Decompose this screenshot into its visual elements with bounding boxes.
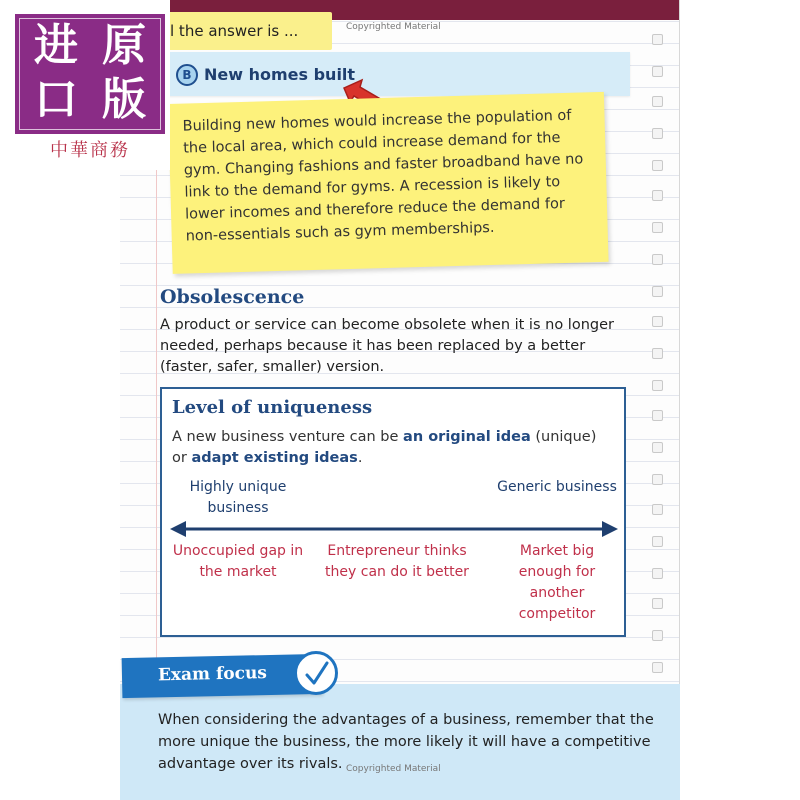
double-arrow-icon <box>168 519 620 539</box>
uniqueness-heading: Level of uniqueness <box>172 397 373 418</box>
binder-ring <box>652 66 663 77</box>
binder-ring <box>652 128 663 139</box>
scale-note-unoccupied: Unoccupied gap in the market <box>172 543 304 580</box>
publisher-logo <box>0 0 170 170</box>
uniqueness-keyword-adapt: adapt existing ideas <box>191 450 358 466</box>
scale-note-market: Market big enough for another competitor <box>518 543 596 622</box>
uniqueness-text <box>172 427 612 469</box>
answer-header-text: l the answer is ... <box>170 22 299 40</box>
checkmark-icon <box>305 661 329 687</box>
obsolescence-heading: Obsolescence <box>160 286 305 308</box>
scale-note-entrepreneur: Entrepreneur thinks they can do it better <box>325 543 469 580</box>
answer-text: New homes built <box>204 65 356 84</box>
exam-focus-title: Exam focus <box>157 663 268 686</box>
binder-ring <box>652 190 663 201</box>
binder-ring <box>652 568 663 579</box>
copyright-watermark: Copyrighted Material <box>346 22 441 32</box>
binder-ring <box>652 410 663 421</box>
binder-ring <box>652 536 663 547</box>
logo-char: 原 <box>102 20 146 71</box>
copyright-watermark: Copyrighted Material <box>346 764 441 774</box>
exam-focus-tab <box>122 654 323 698</box>
binder-ring <box>652 316 663 327</box>
logo-box <box>15 14 165 134</box>
binder-ring <box>652 160 663 171</box>
answer-explanation-note <box>168 92 609 274</box>
scale-right-label: Generic business <box>497 479 617 495</box>
binder-ring <box>652 630 663 641</box>
answer-header <box>162 12 332 50</box>
binder-ring <box>652 442 663 453</box>
uniqueness-keyword-original: an original idea <box>403 429 531 445</box>
binder-ring <box>652 474 663 485</box>
uniqueness-text-part: (unique) or <box>172 429 597 466</box>
logo-subtitle: 中華商務 <box>50 140 130 161</box>
uniqueness-text-part: . <box>357 450 363 466</box>
binder-ring <box>652 662 663 673</box>
uniqueness-text-part: A new business venture can be <box>172 429 404 445</box>
exam-focus-text: When considering the advantages of a business, remember that the more unique the business, the more likely it will have a competitive advantage over its rivals. <box>158 712 654 772</box>
obsolescence-text: A product or service can become obsolete when it is no longer needed, perhaps because it has been replaced by a better (faster, safer, smaller) version. <box>160 317 614 375</box>
binder-ring <box>652 286 663 297</box>
logo-char: 进 <box>34 20 78 71</box>
binder-ring <box>652 380 663 391</box>
logo-char: 版 <box>102 74 146 125</box>
uniqueness-box <box>160 387 626 637</box>
logo-char: 口 <box>34 74 78 125</box>
binder-ring <box>652 254 663 265</box>
binder-ring <box>652 598 663 609</box>
binder-ring <box>652 504 663 515</box>
binder-ring <box>652 96 663 107</box>
check-icon <box>294 651 338 695</box>
note-text: Building new homes would increase the population of the local area, which could increase demand for the gym. Changing fashions and faster broadband have no link to the demand for gyms. A recession is likely to lower incomes and therefore reduce the demand for non-essentials such as gym memberships. <box>182 107 584 245</box>
answer-option-badge: B <box>176 64 198 86</box>
binder-ring <box>652 348 663 359</box>
binder-ring <box>652 222 663 233</box>
binder-ring <box>652 34 663 45</box>
scale-left-label: Highly unique business <box>189 479 287 516</box>
